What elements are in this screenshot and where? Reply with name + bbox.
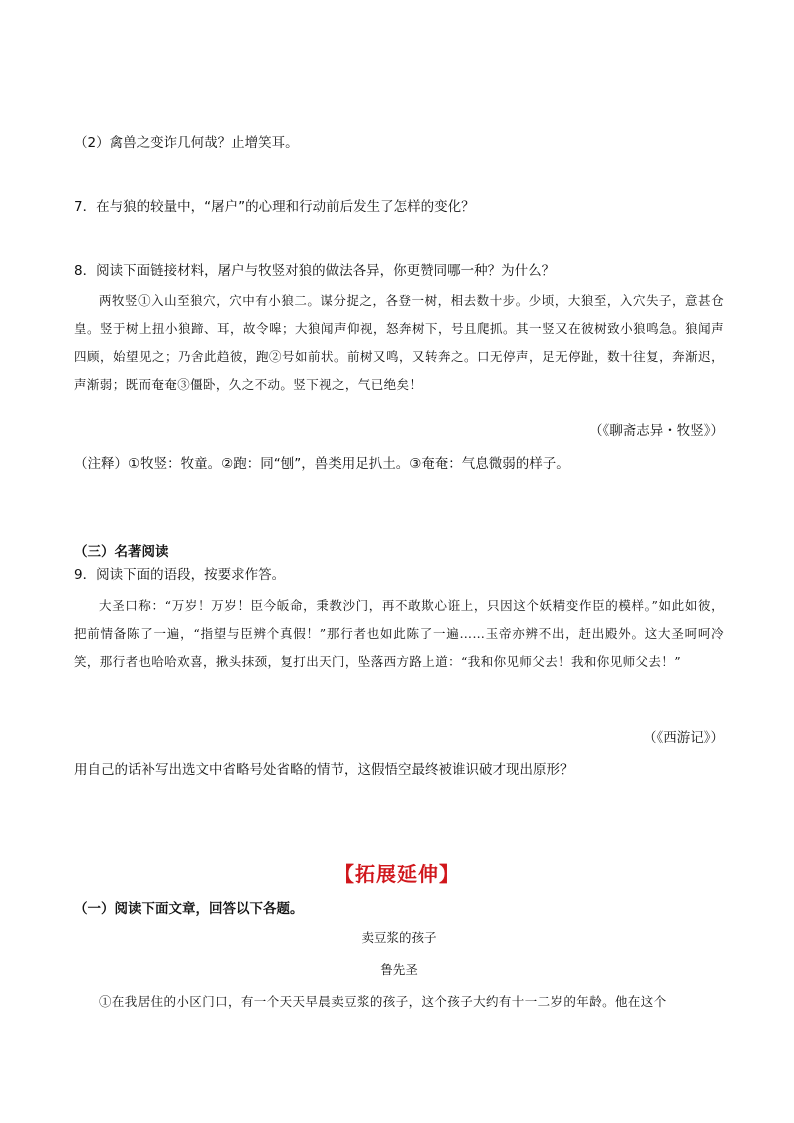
- part1-title: （一）阅读下面文章，回答以下各题。: [74, 901, 304, 917]
- q9-source: （《西游记》）: [643, 730, 724, 746]
- q6-sub2: （2）禽兽之变诈几何哉？止增笑耳。: [74, 135, 299, 151]
- article-title: 卖豆浆的孩子: [361, 930, 437, 945]
- q7-prompt: 7．在与狼的较量中，“屠户”的心理和行动前后发生了怎样的变化？: [74, 199, 475, 215]
- section3-title: （三）名著阅读: [74, 544, 169, 560]
- q9-question: 用自己的话补写出选文中省略号处省略的情节，这假悟空最终被谁识破才现出原形？: [74, 762, 574, 778]
- q8-note: （注释）①牧竖：牧童。②跑：同“刨”，兽类用足扒土。③奄奄：气息微弱的样子。: [74, 456, 570, 472]
- q9-prompt: 9．阅读下面的语段，按要求作答。: [74, 567, 286, 583]
- q8-passage: 两牧竖①入山至狼穴，穴中有小狼二。谋分捉之，各登一树，相去数十步。少顷，大狼至，入穴失子，意甚仓皇。竖于树上扭小狼蹄、耳，故令嗥；大狼闻声仰视，怒奔树下，号且爬抓。其一竖又在彼树致小狼鸣急。狼闻声四顾，始望见之；乃舍此趋彼，跑②号如前状。前树又鸣，又转奔之。口无停声，足无停趾，数十往复，奔渐迟，声渐弱；既而奄奄③僵卧，久之不动。竖下视之，气已绝矣！: [74, 293, 724, 392]
- article-paragraph-1: ①在我居住的小区门口，有一个天天早晨卖豆浆的孩子，这个孩子大约有十一二岁的年龄。他在这个: [99, 994, 667, 1009]
- q8-source: （《聊斋志异・牧竖》）: [589, 423, 724, 439]
- section-banner: 【拓展延伸】: [334, 862, 460, 886]
- q9-passage: 大圣口称：“万岁！万岁！臣今皈命，秉教沙门，再不敢欺心诳上，只因这个妖精变作臣的模样。”如此如彼，把前情备陈了一遍，“指望与臣辨个真假！”那行者也如此陈了一遍……玉帝亦辨不出，赶出殿外。这大圣呵呵冷笑，那行者也哈哈欢喜，揪头抹颈，复打出天门，坠落西方路上道：“我和你见师父去！我和你见师父去！”: [74, 598, 724, 669]
- q8-prompt: 8．阅读下面链接材料，屠户与牧竖对狼的做法各异，你更赞同哪一种？为什么？: [74, 263, 556, 279]
- article-author: 鲁先圣: [380, 962, 418, 977]
